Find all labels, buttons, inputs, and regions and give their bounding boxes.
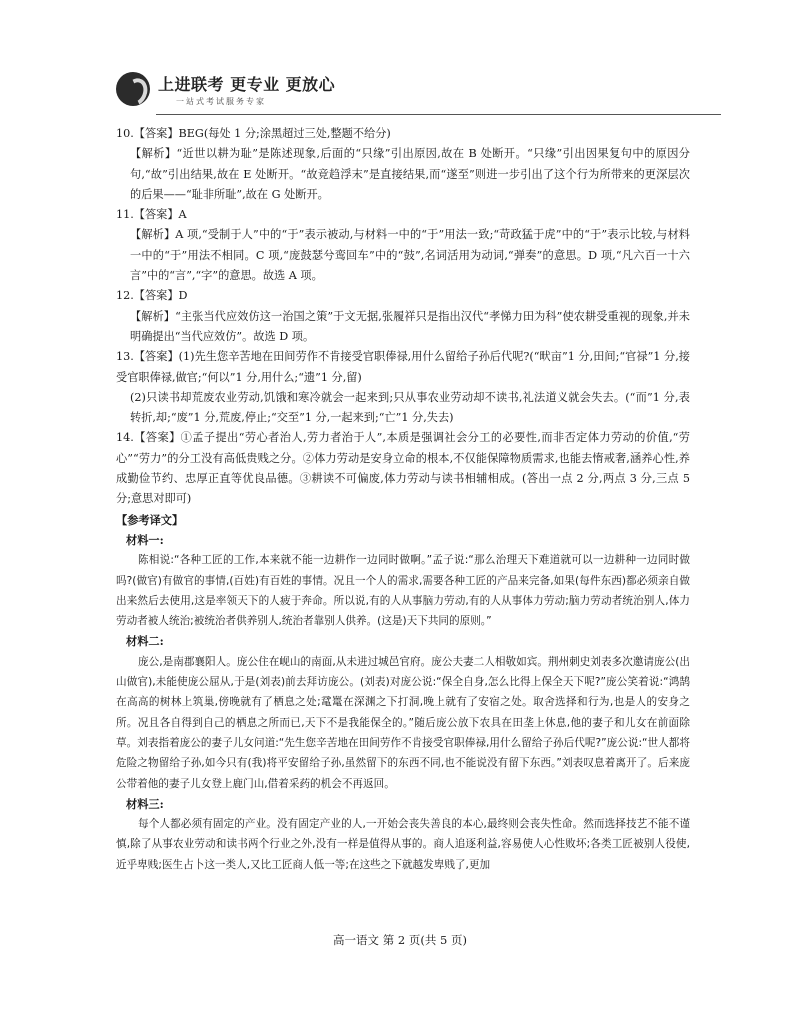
page-footer: 高一语文 第 2 页(共 5 页) [333,933,467,947]
page-header [116,70,716,120]
material-1-title: 材料一: [126,532,164,547]
answer-content [116,124,690,875]
material-2-title: 材料二: [126,634,164,649]
material-3-title: 材料三: [126,796,164,811]
q10-answer: 10.【答案】BEG(每处 1 分;涂黑超过三处,整题不给分) [116,127,391,140]
header-divider [156,114,721,115]
q11-analysis: 【解析】A 项,“受制于人”中的“于”表示被动,与材料一中的“于”用法一致;“苛政猛于虎”中的“于”表示比较,与材料一中的“于”用法不相同。C 项,“庞鼓瑟兮鸾回车”中的“鼓”,名词活用为动词,“弹奏”的意思。D 项,“凡六百一十六言”中的“言”,“字”的意思。故选 A 项。 [130,228,690,283]
material-1-text: 陈相说:“各种工匠的工作,本来就不能一边耕作一边同时做啊。”孟子说:“那么治理天下难道就可以一边耕种一边同时做吗?(做官)有做官的事情,(百姓)有百姓的事情。况且一个人的需求,需要各种工匠的产品来完备,如果(每件东西)都必须亲自做出来然后去使用,这是率领天下的人疲于奔命。所以说,有的人从事脑力劳动,有的人从事体力劳动;脑力劳动者统治别人,体力劳动者被人统治;被统治者供养别人,统治者靠别人供养。(这是)天下共同的原则。” [116,554,690,628]
q10-analysis: 【解析】“近世以耕为耻”是陈述现象,后面的“只缘”引出原因,故在 B 处断开。“只缘”引出因果复句中的原因分句,“故”引出结果,故在 E 处断开。“故竞趋浮末”是直接结果,而“遂至”则进一步引出了这个行为所带来的更深层次的后果——“耻非所耻”,故在 G 处断开。 [130,147,690,201]
brand-slogan: 上进联考 更专业 更放心 [158,75,336,94]
brand-subtitle: 一站式考试服务专家 [176,97,266,106]
reference-translation-title: 【参考译文】 [116,512,184,527]
material-2-text: 庞公,是南郡襄阳人。庞公住在岘山的南面,从未进过城邑官府。庞公夫妻二人相敬如宾。荆州刺史刘表多次邀请庞公(出山做官),未能使庞公屈从,于是(刘表)前去拜访庞公。(刘表)对庞公说:“保全自身,怎么比得上保全天下呢?”庞公笑着说:“鸿鹄在高高的树林上筑巢,傍晚就有了栖息之处;鼋鼍在深渊之下打洞,晚上就有了安宿之处。取舍选择和行为,也是人的安身之所。况且各自得到自己的栖息之所而已,天下不是我能保全的。”随后庞公放下农具在田垄上休息,他的妻子和儿女在前面除草。刘表指着庞公的妻子儿女问道:“先生您辛苦地在田间劳作不肯接受官职俸禄,用什么留给子孙后代呢?”庞公说:“世人都将危险之物留给子孙,如今只有(我)将平安留给子孙,虽然留下的东西不同,也不能说没有留下东西。”刘表叹息着离开了。后来庞公带着他的妻子儿女登上鹿门山,借着采药的机会不再返回。 [116,655,690,790]
q11-answer: 11.【答案】A [116,208,187,222]
q12-answer: 12.【答案】D [116,289,188,303]
q13-answer-part2: (2)只读书却荒废农业劳动,饥饿和寒冷就会一起来到;只从事农业劳动却不读书,礼法道义就会失去。(“而”1 分,表转折,却;“废”1 分,荒废,停止;“交至”1 分,一起来到;“亡”1 分,失去) [130,390,690,425]
material-3-text: 每个人都必须有固定的产业。没有固定产业的人,一开始会丧失善良的本心,最终则会丧失性命。然而选择技艺不能不谨慎,除了从事农业劳动和读书两个行业之外,没有一样是值得从事的。商人追逐利益,容易使人心性败坏;各类工匠被别人役使,近乎卑贱;医生占卜这一类人,又比工匠商人低一等;在这些之下就越发卑贱了,更加 [116,818,690,871]
brand-logo-icon [116,72,150,106]
q13-answer: 13.【答案】(1)先生您辛苦地在田间劳作不肯接受官职俸禄,用什么留给子孙后代呢?(“畎亩”1 分,田间;“官禄”1 分,接受官职俸禄,做官;“何以”1 分,用什么;“遗”1 分,留) [116,350,690,384]
q14-answer: 14.【答案】①孟子提出“劳心者治人,劳力者治于人”,本质是强调社会分工的必要性,而非否定体力劳动的价值,“劳心”“劳力”的分工没有高低贵贱之分。②体力劳动是安身立命的根本,不仅能保障物质需求,也能去惰戒奢,涵养心性,养成勤俭节约、忠厚正直等优良品德。③耕读不可偏废,体力劳动与读书相辅相成。(答出一点 2 分,两点 3 分,三点 5 分;意思对即可) [116,431,690,506]
q12-analysis: 【解析】“主张当代应效仿这一治国之策”于文无据,张履祥只是指出汉代“孝悌力田为科”使农耕受重视的现象,并未明确提出“当代应效仿”。故选 D 项。 [130,309,690,343]
